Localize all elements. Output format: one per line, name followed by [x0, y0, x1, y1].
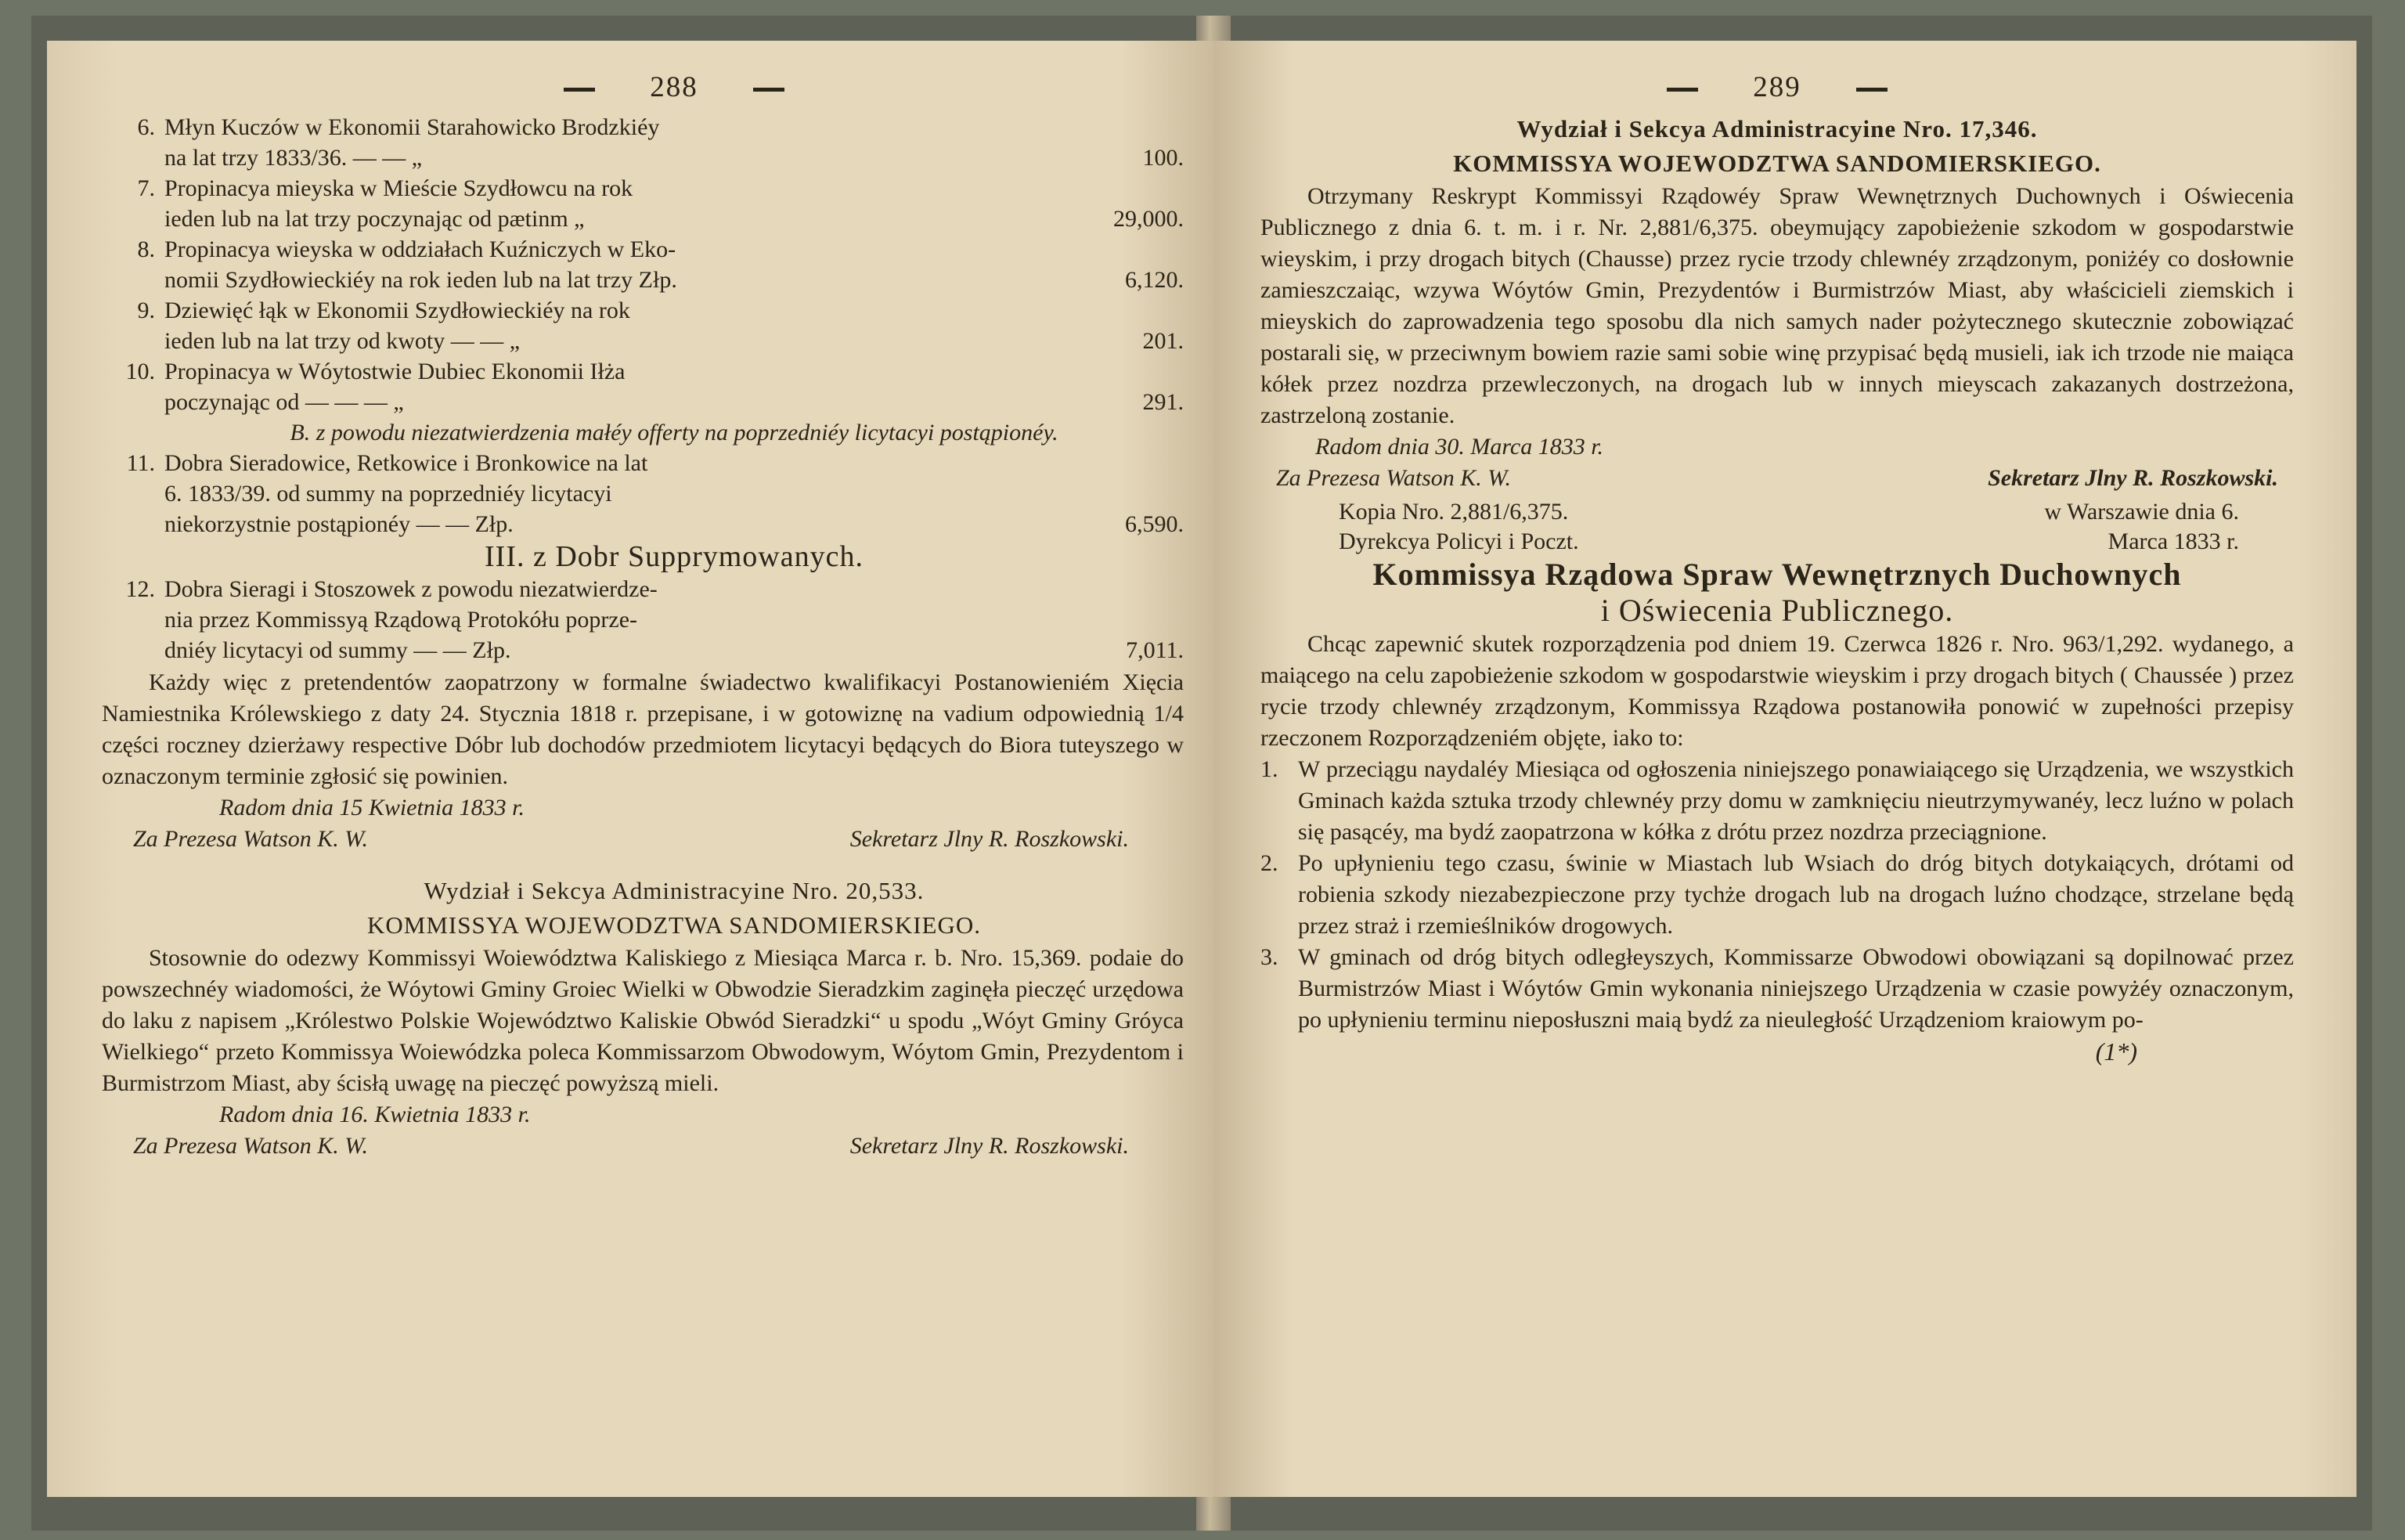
section-b-heading: B. z powodu niezatwierdzenia małéy offerty na poprzedniéy licytacyi postąpionéy. [290, 420, 1058, 445]
signature-right: Sekretarz Jlny R. Roszkowski. [849, 1133, 1129, 1159]
copy-reference [1260, 497, 2294, 527]
entry-text: ieden lub na lat trzy poczynając od pætinm „ [164, 206, 585, 232]
entry-text: niekorzystnie postąpionéy — — Złp. [164, 511, 514, 537]
entry-body [164, 112, 1184, 173]
entry-amount: 6,120. [1125, 267, 1184, 293]
ordinance-item [1260, 942, 2294, 1036]
entry-body [164, 448, 1184, 539]
department-heading: Wydział i Sekcya Administracyine Nro. 20,533. [424, 877, 925, 904]
entry-number: 11. [126, 450, 155, 476]
commission-heading: KOMMISSYA WOJEWODZTWA SANDOMIERSKIEGO. [366, 911, 982, 939]
entry-text: dniéy licytacyi od summy — — Złp. [164, 637, 511, 663]
entry-line [164, 356, 1184, 387]
ordinance-items [1260, 754, 2294, 1036]
entry-amount: 7,011. [1126, 637, 1184, 663]
rescript-paragraph: Otrzymany Reskrypt Kommissyi Rządowéy Spraw Wewnętrznych Duchownych i Oświecenia Publicznego z dnia 6. t. m. i r. Nr. 2,881/6,375. obeymujący zapobieżenie szkodom w gospodarstwie wieyskim, i przy drogach bitych (Chausse) przez rycie trzody chlewnéy zrządzonym, poniżéy co dosłownie zamieszczaiąc, wzywa Wóytów Gmin, Prezydentów i Burmistrzów Miast, aby właścicieli ziemskich i mieyskich do zaprowadzenia tego sposobu dla nich samych nader pożytecznego skutecznie zobowiązać postarali się, w przeciwnym bowiem razie sami sobie winę przypisać będą musieli, iak ich trzode nie maiąca kółek przez nozdrza przewleczonych, na drogach lub w innych mieyscach zakazanych dostrzeżona, zastrzeloną zostanie. [1260, 183, 2294, 428]
item-text: W gminach od dróg bitych odległeyszych, Kommissarze Obwodowi obowiązani są dopilnować przez Burmistrzów Miast i Wóytów Gmin wykonania niniejszego Urządzenia w czasie powyżéy oznaczonym, po upłynieniu terminu nieposłuszni maią bydź za nieuległość Urządzeniom kraiowym po- [1298, 944, 2294, 1033]
announcement-paragraph-2: Stosownie do odezwy Kommissyi Woiewództwa Kaliskiego z Miesiąca Marca r. b. Nro. 15,369. podaie do powszechnéy wiadomości, że Wóytowi Gminy Groiec Wielki w Obwodzie Sieradzkim zaginęła pieczęć urzędowa do laku z napisem „Królestwo Polskie Województwo Kaliskie Obwód Sieradzki“ u spodu „Wóyt Gminy Gróyca Wielkiego“ przeto Kommissya Woiewódzka poleca Kommissarzom Obwodowym, Wóytom Gmin, Prezydentom i Burmistrzom Miast, aby ścisłą uwagę na pieczęć powyższą mieli. [102, 945, 1184, 1096]
entry-line [164, 478, 1184, 509]
dash-decoration [564, 88, 595, 92]
commission-title-line-1: Kommissya Rządowa Spraw Wewnętrznych Duchownych [1372, 557, 2182, 592]
entry-text: Propinacya mieyska w Mieście Szydłowcu na rok [164, 175, 633, 201]
entry-text: nomii Szydłowieckiéy na rok ieden lub na lat trzy Złp. [164, 267, 677, 293]
copy-reference-2 [1260, 527, 2294, 557]
date-line: Radom dnia 15 Kwietnia 1833 r. [219, 795, 525, 820]
entry-line [164, 574, 1184, 604]
entry-line [164, 326, 1184, 356]
signature-line [133, 824, 1184, 855]
entry-line [164, 234, 1184, 265]
entry-text: ieden lub na lat trzy od kwoty — — „ [164, 328, 521, 354]
signature-left: Za Prezesa Watson K. W. [133, 826, 369, 852]
list-item [125, 356, 1184, 417]
entry-line [164, 265, 1184, 295]
entry-line [164, 509, 1184, 539]
copy-date: Marca 1833 r. [2108, 528, 2239, 554]
page-number-right: 289 [1260, 70, 2294, 104]
ordinance-item [1260, 754, 2294, 848]
signature-line-2 [133, 1131, 1184, 1162]
book-spread [31, 16, 2372, 1531]
entry-amount: 291. [1142, 389, 1184, 415]
copy-directorate: Dyrekcya Policyi i Poczt. [1339, 528, 1579, 554]
department-heading: Wydział i Sekcya Administracyine Nro. 17,346. [1516, 115, 2038, 142]
entry-amount: 6,590. [1125, 511, 1184, 537]
item-text: Po upłynieniu tego czasu, świnie w Miastach lub Wsiach do dróg bitych dotykaiących, drótami od robienia szkody niezabezpieczone przy tychże drogach lub na drogach luźno chodzące, strzelane będą przez straż i rzemieślników drogowych. [1298, 850, 2294, 939]
entry-line [164, 635, 1184, 665]
left-page [47, 41, 1213, 1497]
entry-number: 6. [137, 114, 155, 140]
entry-line [164, 604, 1184, 635]
copy-number: Kopia Nro. 2,881/6,375. [1339, 499, 1569, 525]
entry-number: 10. [125, 359, 155, 384]
entry-line [164, 112, 1184, 142]
entry-line [164, 173, 1184, 204]
entry-body [164, 173, 1184, 234]
signature-left: Za Prezesa Watson K. W. [1276, 465, 1512, 491]
entry-text: 6. 1833/39. od summy na poprzedniéy licytacyi [164, 481, 612, 507]
entry-text: na lat trzy 1833/36. — — „ [164, 145, 423, 171]
entry-text: Młyn Kuczów w Ekonomii Starahowicko Brodzkiéy [164, 114, 660, 140]
dash-decoration [1667, 88, 1698, 92]
list-item [137, 112, 1184, 173]
entry-text: Propinacya wieyska w oddziałach Kuźniczych w Eko- [164, 236, 676, 262]
list-item [137, 295, 1184, 356]
entries-list [125, 112, 1184, 417]
dash-decoration [1856, 88, 1888, 92]
list-item [137, 173, 1184, 234]
entry-line [164, 387, 1184, 417]
entry-text: poczynając od — — — „ [164, 389, 404, 415]
signature-right: Sekretarz Jlny R. Roszkowski. [1988, 465, 2278, 491]
commission-title-line-2: i Oświecenia Publicznego. [1600, 593, 1954, 628]
entry-12 [125, 574, 1184, 665]
page-number-left: 288 [164, 70, 1184, 104]
entry-number: 9. [137, 298, 155, 323]
entry-line [164, 204, 1184, 234]
entry-text: Propinacya w Wóytostwie Dubiec Ekonomii Iłża [164, 359, 626, 384]
entry-text: nia przez Kommissyą Rządową Protokółu poprze- [164, 607, 637, 633]
item-text: W przeciągu naydaléy Miesiąca od ogłoszenia niniejszego ponawiaiącego się Urządzenia, we wszystkich Gminach każda sztuka trzody chlewnéy przy domu w zamknięciu nieutrzymywanéy, lecz luźno w polach się pasącéy, ma bydź zaopatrzona w kółka z drótu przez nozdrza przeciągnione. [1298, 756, 2294, 845]
right-page [1213, 41, 2356, 1497]
entry-body [164, 574, 1184, 665]
entry-text: Dobra Sieradowice, Retkowice i Bronkowice na lat [164, 450, 648, 476]
item-number: 3. [1260, 944, 1278, 970]
date-line: Radom dnia 30. Marca 1833 r. [1315, 434, 1604, 460]
entry-number: 8. [137, 236, 155, 262]
list-item [125, 574, 1184, 665]
entry-body [164, 356, 1184, 417]
date-line-2: Radom dnia 16. Kwietnia 1833 r. [219, 1102, 531, 1127]
entry-line [164, 142, 1184, 173]
announcement-paragraph: Każdy więc z pretendentów zaopatrzony w formalne świadectwo kwalifikacyi Postanowieniém Xięcia Namiestnika Królewskiego z daty 24. Stycznia 1818 r. przepisane, i w gotowiznę na vadium odpowiednią 1/4 części roczney dzierżawy respective Dóbr lub dochodów przedmiotem licytacyi będących do Biora tuteyszego w oznaczonym terminie zgłosić się powinien. [102, 669, 1184, 789]
entry-amount: 100. [1142, 145, 1184, 171]
dash-decoration [753, 88, 784, 92]
entry-text: Dziewięć łąk w Ekonomii Szydłowieckiéy na rok [164, 298, 630, 323]
list-item [137, 234, 1184, 295]
entry-amount: 201. [1142, 328, 1184, 354]
item-number: 2. [1260, 850, 1278, 876]
entry-number: 12. [125, 576, 155, 602]
section-iii-heading: III. z Dobr Supprymowanych. [485, 540, 864, 573]
entry-text: Dobra Sieragi i Stoszowek z powodu niezatwierdze- [164, 576, 658, 602]
copy-place: w Warszawie dnia 6. [2044, 499, 2239, 525]
signature-right: Sekretarz Jlny R. Roszkowski. [849, 826, 1129, 852]
entry-line [164, 448, 1184, 478]
entry-body [164, 295, 1184, 356]
entry-body [164, 234, 1184, 295]
list-item [126, 448, 1184, 539]
entry-number: 7. [137, 175, 155, 201]
signature-left: Za Prezesa Watson K. W. [133, 1133, 369, 1159]
signature-mark: (1*) [2095, 1037, 2137, 1066]
ordinance-paragraph: Chcąc zapewnić skutek rozporządzenia pod dniem 19. Czerwca 1826 r. Nro. 963/1,292. wydanego, a maiącego na celu zapobieżenie szkodom w gospodarstwie wieyskim i przy drogach bitych ( Chaussée ) przez rycie trzody chlewnéy zrządzonym, Kommissya Rządowa postanowiła ponowić w zupełności przepisy rzeczonem Rozporządzeniém objęte, iako to: [1260, 631, 2294, 751]
item-number: 1. [1260, 756, 1278, 782]
ordinance-item [1260, 848, 2294, 942]
entry-line [164, 295, 1184, 326]
entry-amount: 29,000. [1113, 206, 1184, 232]
entry-11 [126, 448, 1184, 539]
commission-heading: KOMMISSYA WOJEWODZTWA SANDOMIERSKIEGO. [1453, 150, 2101, 177]
signature-line [1260, 463, 2294, 494]
